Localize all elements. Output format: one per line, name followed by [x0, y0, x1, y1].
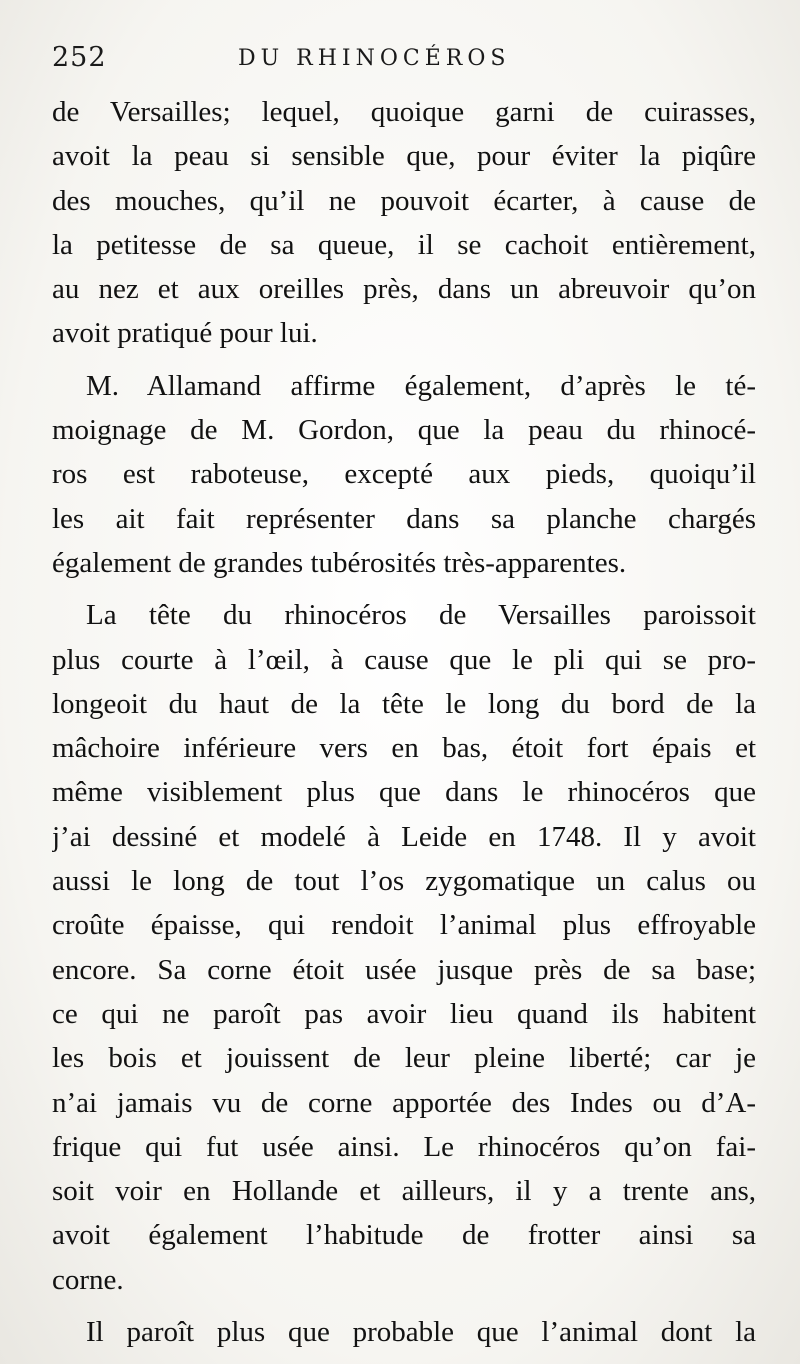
text-line: encore. Sa corne étoit usée jusque près de sa base;	[52, 953, 756, 986]
text-line: M. Allamand affirme également, d’après le té-	[86, 369, 756, 402]
text-line: avoit pratiqué pour lui.	[52, 317, 318, 350]
text-line: longeoit du haut de la tête le long du bord de la	[52, 687, 756, 720]
paragraph	[52, 364, 756, 585]
paragraph	[52, 90, 756, 356]
text-line: Il paroît plus que probable que l’animal dont la	[86, 1316, 756, 1349]
text-line: des mouches, qu’il ne pouvoit écarter, à cause de	[52, 184, 756, 217]
text-line: également de grandes tubérosités très-apparentes.	[52, 546, 627, 579]
text-line: les ait fait représenter dans sa planche chargés	[52, 502, 756, 535]
paragraph	[52, 1310, 756, 1354]
text-line: mâchoire inférieure vers en bas, étoit fort épais et	[52, 732, 756, 765]
text-line: aussi le long de tout l’os zygomatique un calus ou	[52, 865, 756, 898]
running-head	[52, 42, 752, 82]
text-line: ce qui ne paroît pas avoir lieu quand ils habitent	[52, 997, 756, 1030]
text-line: La tête du rhinocéros de Versailles paroissoit	[86, 599, 756, 632]
paragraph-gap	[52, 356, 756, 364]
text-line: les bois et jouissent de leur pleine liberté; car je	[52, 1042, 756, 1075]
text-line: n’ai jamais vu de corne apportée des Indes ou d’A-	[52, 1086, 756, 1119]
paragraph	[52, 593, 756, 1302]
text-line: j’ai dessiné et modelé à Leide en 1748. Il y avoit	[52, 820, 756, 853]
text-line: au nez et aux oreilles près, dans un abreuvoir qu’on	[52, 273, 756, 306]
text-line: avoit la peau si sensible que, pour éviter la piqûre	[52, 140, 756, 173]
text-line: ros est raboteuse, excepté aux pieds, quoiqu’il	[52, 458, 756, 491]
text-line: même visiblement plus que dans le rhinocéros que	[52, 776, 756, 809]
running-title: DU RHINOCÉROS	[238, 46, 511, 71]
paragraph-gap	[52, 1302, 756, 1310]
text-line: soit voir en Hollande et ailleurs, il y a trente ans,	[52, 1175, 756, 1208]
paragraph-gap	[52, 585, 756, 593]
text-line: avoit également l’habitude de frotter ainsi sa	[52, 1219, 756, 1252]
text-line: corne.	[52, 1263, 124, 1296]
text-line: plus courte à l’œil, à cause que le pli qui se pro-	[52, 643, 756, 676]
page-number: 252	[52, 42, 107, 73]
text-line: la petitesse de sa queue, il se cachoit entièrement,	[52, 228, 756, 261]
text-line: croûte épaisse, qui rendoit l’animal plus effroyable	[52, 909, 756, 942]
text-line: moignage de M. Gordon, que la peau du rhinocé-	[52, 414, 756, 447]
text-line: frique qui fut usée ainsi. Le rhinocéros qu’on fai-	[52, 1130, 756, 1163]
body-text	[52, 90, 756, 1354]
text-line: de Versailles; lequel, quoique garni de cuirasses,	[52, 96, 756, 128]
